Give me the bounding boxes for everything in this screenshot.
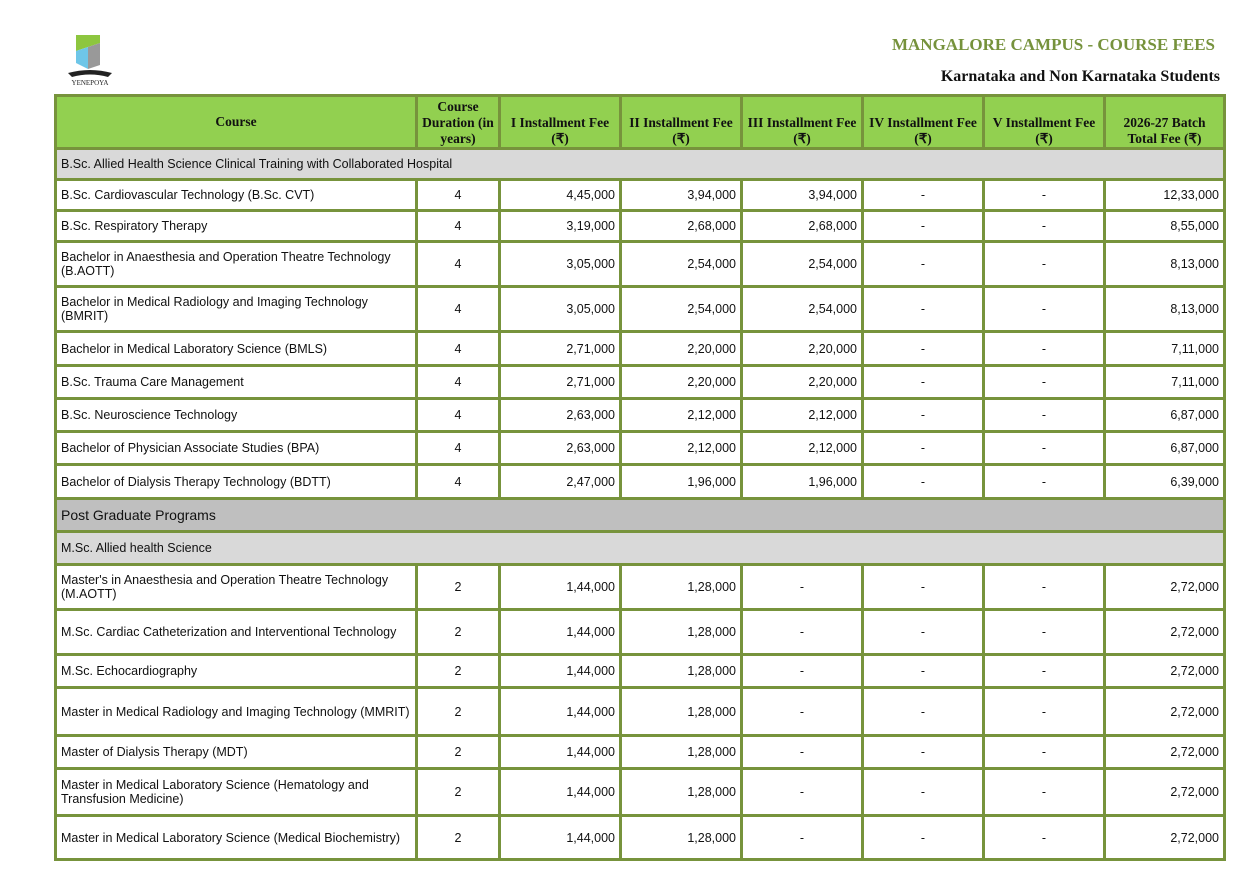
fee-cell: - — [863, 565, 984, 610]
column-header: 2026-27 Batch Total Fee (₹) — [1105, 96, 1225, 149]
table-row — [56, 432, 1225, 465]
fee-cell: 1,28,000 — [621, 736, 742, 769]
course-name: Master's in Anaesthesia and Operation Theatre Technology (M.AOTT) — [56, 565, 417, 610]
fee-cell: 2,68,000 — [742, 211, 863, 242]
fee-cell: 2,71,000 — [500, 332, 621, 366]
fee-cell: 4 — [417, 287, 500, 332]
fee-cell: - — [742, 736, 863, 769]
fee-cell: 4 — [417, 332, 500, 366]
yenepoya-logo — [62, 33, 118, 91]
fee-cell: - — [863, 180, 984, 211]
fee-cell: - — [863, 399, 984, 432]
table-row — [56, 655, 1225, 688]
fee-cell: 2,68,000 — [621, 211, 742, 242]
fee-cell: 8,13,000 — [1105, 242, 1225, 287]
fee-cell: 7,11,000 — [1105, 366, 1225, 399]
fee-cell: 2,63,000 — [500, 399, 621, 432]
fee-cell: - — [863, 465, 984, 499]
fee-cell: 1,44,000 — [500, 655, 621, 688]
course-fees-table — [54, 94, 1226, 861]
fee-cell: 1,96,000 — [742, 465, 863, 499]
fee-cell: - — [742, 688, 863, 736]
table-row — [56, 211, 1225, 242]
fee-cell: 4,45,000 — [500, 180, 621, 211]
table-row — [56, 180, 1225, 211]
fee-cell: - — [984, 465, 1105, 499]
fee-cell: - — [863, 287, 984, 332]
fee-cell: - — [863, 610, 984, 655]
fee-cell: 2,54,000 — [742, 242, 863, 287]
fee-cell: 2,72,000 — [1105, 816, 1225, 860]
fee-cell: - — [984, 332, 1105, 366]
column-header: V Installment Fee (₹) — [984, 96, 1105, 149]
column-header: IV Installment Fee (₹) — [863, 96, 984, 149]
fee-cell: - — [863, 688, 984, 736]
fee-cell: 2,12,000 — [742, 432, 863, 465]
fee-cell: 2,12,000 — [742, 399, 863, 432]
fee-cell: 1,44,000 — [500, 816, 621, 860]
svg-text:YENEPOYA: YENEPOYA — [71, 79, 109, 87]
fee-cell: 4 — [417, 211, 500, 242]
fee-cell: 2 — [417, 655, 500, 688]
fee-cell: - — [863, 242, 984, 287]
fee-cell: 2,12,000 — [621, 399, 742, 432]
table-row — [56, 242, 1225, 287]
section-row — [56, 149, 1225, 180]
table-row — [56, 332, 1225, 366]
fee-cell: 2,71,000 — [500, 366, 621, 399]
fee-cell: 4 — [417, 399, 500, 432]
fee-cell: 2,72,000 — [1105, 655, 1225, 688]
fee-cell: 2,63,000 — [500, 432, 621, 465]
fee-cell: 3,94,000 — [621, 180, 742, 211]
course-name: Master in Medical Radiology and Imaging Technology (MMRIT) — [56, 688, 417, 736]
fee-cell: - — [984, 736, 1105, 769]
fee-cell: 1,44,000 — [500, 610, 621, 655]
fee-cell: 12,33,000 — [1105, 180, 1225, 211]
fee-cell: 1,28,000 — [621, 565, 742, 610]
fee-cell: - — [742, 610, 863, 655]
table-row — [56, 688, 1225, 736]
fee-cell: - — [863, 432, 984, 465]
group-row — [56, 499, 1225, 532]
page-subtitle: Karnataka and Non Karnataka Students — [940, 68, 1220, 85]
fee-cell: 6,87,000 — [1105, 399, 1225, 432]
fee-cell: - — [742, 655, 863, 688]
column-header: Course — [56, 96, 417, 149]
section-title: B.Sc. Allied Health Science Clinical Training with Collaborated Hospital — [56, 149, 1225, 180]
fee-cell: 1,96,000 — [621, 465, 742, 499]
fee-cell: 2 — [417, 816, 500, 860]
fee-cell: - — [984, 816, 1105, 860]
fee-cell: - — [984, 399, 1105, 432]
fee-cell: 2 — [417, 736, 500, 769]
fee-cell: 2 — [417, 565, 500, 610]
fee-cell: 2,20,000 — [621, 366, 742, 399]
course-name: Bachelor in Medical Radiology and Imaging Technology (BMRIT) — [56, 287, 417, 332]
fee-cell: 7,11,000 — [1105, 332, 1225, 366]
fee-cell: - — [984, 180, 1105, 211]
course-name: Bachelor in Anaesthesia and Operation Theatre Technology (B.AOTT) — [56, 242, 417, 287]
fee-cell: - — [984, 688, 1105, 736]
fee-cell: 3,94,000 — [742, 180, 863, 211]
section-title: M.Sc. Allied health Science — [56, 532, 1225, 565]
section-row — [56, 532, 1225, 565]
table-row — [56, 565, 1225, 610]
fee-cell: - — [742, 769, 863, 816]
fee-cell: 2,20,000 — [742, 332, 863, 366]
fee-cell: 2,20,000 — [742, 366, 863, 399]
fee-cell: - — [863, 736, 984, 769]
fee-cell: - — [984, 565, 1105, 610]
fee-cell: 1,28,000 — [621, 769, 742, 816]
fee-cell: 2 — [417, 610, 500, 655]
table-row — [56, 769, 1225, 816]
fee-cell: 1,28,000 — [621, 655, 742, 688]
fee-cell: 4 — [417, 180, 500, 211]
table-row — [56, 465, 1225, 499]
page-title: MANGALORE CAMPUS - COURSE FEES — [891, 35, 1215, 54]
fee-cell: 2 — [417, 688, 500, 736]
course-name: Master of Dialysis Therapy (MDT) — [56, 736, 417, 769]
fee-cell: - — [863, 816, 984, 860]
table-row — [56, 399, 1225, 432]
fee-cell: 1,28,000 — [621, 816, 742, 860]
fee-cell: 2,54,000 — [621, 242, 742, 287]
fee-cell: - — [863, 332, 984, 366]
fee-cell: - — [863, 366, 984, 399]
fee-cell: 2 — [417, 769, 500, 816]
fee-cell: - — [984, 432, 1105, 465]
course-name: B.Sc. Respiratory Therapy — [56, 211, 417, 242]
course-name: B.Sc. Trauma Care Management — [56, 366, 417, 399]
fee-cell: 2,72,000 — [1105, 688, 1225, 736]
fee-cell: 2,72,000 — [1105, 610, 1225, 655]
course-name: Bachelor of Physician Associate Studies (BPA) — [56, 432, 417, 465]
fee-cell: 2,20,000 — [621, 332, 742, 366]
table-row — [56, 736, 1225, 769]
group-title: Post Graduate Programs — [56, 499, 1225, 532]
fee-cell: 2,72,000 — [1105, 565, 1225, 610]
fee-cell: - — [984, 366, 1105, 399]
fee-cell: 3,19,000 — [500, 211, 621, 242]
fee-cell: 4 — [417, 366, 500, 399]
fee-cell: 6,39,000 — [1105, 465, 1225, 499]
fee-cell: 1,44,000 — [500, 688, 621, 736]
fee-cell: - — [984, 655, 1105, 688]
fee-cell: 1,28,000 — [621, 610, 742, 655]
column-header: III Installment Fee (₹) — [742, 96, 863, 149]
column-header: I Installment Fee (₹) — [500, 96, 621, 149]
fee-cell: 3,05,000 — [500, 242, 621, 287]
table-row — [56, 366, 1225, 399]
fee-cell: - — [863, 211, 984, 242]
fee-cell: - — [742, 816, 863, 860]
fee-cell: 3,05,000 — [500, 287, 621, 332]
fee-cell: 8,13,000 — [1105, 287, 1225, 332]
course-name: B.Sc. Neuroscience Technology — [56, 399, 417, 432]
fee-cell: 6,87,000 — [1105, 432, 1225, 465]
fee-cell: - — [984, 769, 1105, 816]
fee-cell: - — [984, 287, 1105, 332]
course-name: B.Sc. Cardiovascular Technology (B.Sc. CVT) — [56, 180, 417, 211]
fee-cell: - — [742, 565, 863, 610]
fee-cell: 1,44,000 — [500, 769, 621, 816]
fee-cell: 2,72,000 — [1105, 769, 1225, 816]
table-row — [56, 610, 1225, 655]
fee-cell: 2,54,000 — [621, 287, 742, 332]
fee-cell: - — [984, 610, 1105, 655]
fee-cell: - — [863, 769, 984, 816]
fee-cell: - — [984, 242, 1105, 287]
fee-cell: 2,47,000 — [500, 465, 621, 499]
fee-cell: 2,54,000 — [742, 287, 863, 332]
course-name: Master in Medical Laboratory Science (Medical Biochemistry) — [56, 816, 417, 860]
fee-cell: 4 — [417, 242, 500, 287]
table-row — [56, 287, 1225, 332]
fee-cell: 4 — [417, 465, 500, 499]
fee-cell: 2,12,000 — [621, 432, 742, 465]
fee-cell: 2,72,000 — [1105, 736, 1225, 769]
fee-cell: 4 — [417, 432, 500, 465]
fee-cell: - — [863, 655, 984, 688]
course-name: M.Sc. Cardiac Catheterization and Interventional Technology — [56, 610, 417, 655]
fee-cell: 1,28,000 — [621, 688, 742, 736]
course-name: Bachelor of Dialysis Therapy Technology (BDTT) — [56, 465, 417, 499]
column-header: II Installment Fee (₹) — [621, 96, 742, 149]
fee-cell: 1,44,000 — [500, 736, 621, 769]
course-name: M.Sc. Echocardiography — [56, 655, 417, 688]
fee-cell: 8,55,000 — [1105, 211, 1225, 242]
table-row — [56, 816, 1225, 860]
column-header: Course Duration (in years) — [417, 96, 500, 149]
fee-cell: 1,44,000 — [500, 565, 621, 610]
fee-cell: - — [984, 211, 1105, 242]
course-name: Master in Medical Laboratory Science (Hematology and Transfusion Medicine) — [56, 769, 417, 816]
course-name: Bachelor in Medical Laboratory Science (BMLS) — [56, 332, 417, 366]
